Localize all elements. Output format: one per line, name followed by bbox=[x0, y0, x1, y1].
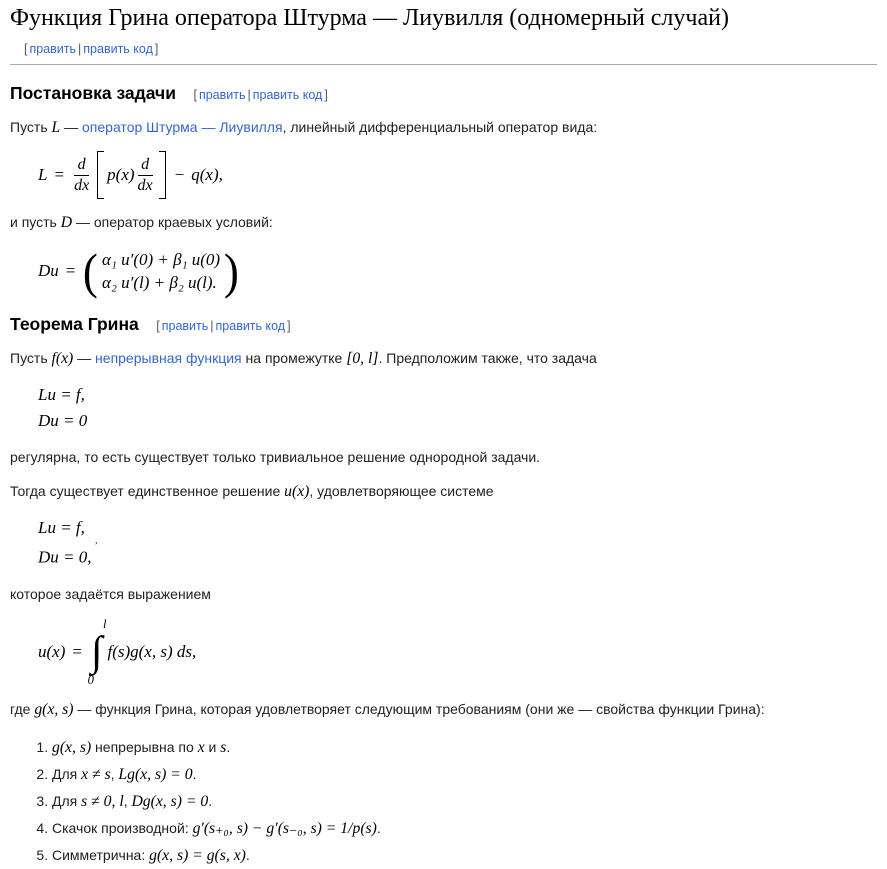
text-run: , bbox=[123, 792, 132, 809]
section-heading-problem-label: Постановка задачи bbox=[10, 83, 176, 103]
integral-upper-limit: l bbox=[102, 616, 107, 631]
text-run: и bbox=[204, 738, 221, 755]
formula-operator-definition bbox=[38, 151, 877, 199]
text-run: Пусть bbox=[10, 350, 52, 366]
equation-text: Du = 0, bbox=[38, 547, 92, 567]
inline-math: u(x) bbox=[284, 483, 310, 500]
text-run: , удовлетворяющее системе bbox=[309, 483, 494, 499]
section-heading-theorem-label: Теорема Грина bbox=[10, 314, 139, 334]
edit-section-problem bbox=[188, 88, 330, 102]
section-heading-problem bbox=[10, 82, 877, 104]
equation-line bbox=[38, 541, 877, 571]
matrix-rows bbox=[102, 248, 220, 294]
math-token: f(s)g(x, s) ds, bbox=[107, 641, 197, 661]
edit-code-link[interactable]: править код bbox=[252, 88, 323, 102]
left-square-bracket bbox=[97, 151, 104, 199]
equals-sign: = bbox=[54, 165, 65, 184]
bracket-open: [ bbox=[24, 42, 28, 56]
paragraph-green-function-properties bbox=[10, 699, 877, 720]
right-paren: ) bbox=[223, 243, 239, 299]
paragraph-regular bbox=[10, 447, 877, 468]
math-token: u(x) bbox=[38, 641, 66, 661]
equation-line: Du = 0 bbox=[38, 411, 88, 430]
left-paren: ( bbox=[83, 243, 99, 299]
inline-math: [0, l] bbox=[346, 350, 379, 367]
list-item bbox=[52, 842, 877, 869]
right-square-bracket bbox=[159, 151, 166, 199]
edit-link[interactable]: править bbox=[161, 319, 209, 333]
math-token: p(x) bbox=[107, 165, 135, 184]
text-run: Скачок производной: bbox=[52, 819, 193, 836]
inline-math: x ≠ s bbox=[81, 765, 111, 783]
edit-section-title bbox=[22, 42, 160, 56]
bracket-open: [ bbox=[193, 88, 197, 102]
wiki-link[interactable]: оператор Штурма — Лиувилля bbox=[82, 119, 283, 135]
inline-math: g(x, s) = g(s, x) bbox=[149, 846, 246, 864]
formula-solution-integral bbox=[38, 618, 877, 686]
text-run: — оператор краевых условий: bbox=[72, 214, 273, 230]
bracket-close: ] bbox=[154, 42, 159, 56]
fraction-denominator: dx bbox=[74, 176, 90, 194]
inline-math: Dg(x, s) = 0 bbox=[131, 792, 209, 810]
formula-boundary-conditions bbox=[38, 243, 877, 299]
edit-separator: | bbox=[247, 88, 251, 102]
equals-sign: = bbox=[72, 641, 82, 661]
equals-sign: = bbox=[65, 261, 76, 280]
text-run: регулярна, то есть существует только тривиальное решение однородной задачи. bbox=[10, 449, 541, 465]
text-run: , линейный дифференциальный оператор вида: bbox=[282, 119, 598, 135]
text-run: . bbox=[376, 819, 381, 836]
inline-math: x bbox=[197, 738, 205, 756]
inline-math: f(x) bbox=[51, 350, 74, 367]
formula-system-first bbox=[38, 382, 877, 434]
inline-math: L bbox=[51, 119, 61, 136]
wiki-article bbox=[10, 4, 877, 869]
bracket-open: [ bbox=[156, 319, 160, 333]
paragraph-intro-operator bbox=[10, 117, 877, 138]
text-run: . Предположим также, что задача bbox=[378, 350, 597, 366]
section-heading-theorem bbox=[10, 313, 877, 335]
edit-link[interactable]: править bbox=[198, 88, 246, 102]
fraction-numerator: d bbox=[74, 156, 89, 176]
text-run: непрерывна по bbox=[91, 738, 198, 755]
bracket-close: ] bbox=[287, 319, 291, 333]
text-run: и пусть bbox=[10, 214, 61, 230]
integral-sign: ∫ bbox=[90, 628, 103, 675]
paragraph-theorem-setup bbox=[10, 348, 877, 369]
text-run: Тогда существует единственное решение bbox=[10, 483, 285, 499]
minus-sign: − bbox=[174, 165, 185, 184]
edit-separator: | bbox=[210, 319, 214, 333]
text-run: Для bbox=[52, 765, 82, 782]
edit-link[interactable]: править bbox=[29, 42, 77, 56]
fraction-denominator: dx bbox=[137, 176, 153, 194]
matrix-row: α₁ u′(0) + β₁ u(0) bbox=[102, 250, 221, 269]
equation-line: Lu = f, bbox=[38, 385, 85, 404]
paragraph-given-by bbox=[10, 584, 877, 605]
edit-code-link[interactable]: править код bbox=[215, 319, 286, 333]
text-run: . bbox=[245, 846, 250, 863]
edit-code-link[interactable]: править код bbox=[83, 42, 153, 56]
math-token: q(x), bbox=[191, 165, 223, 184]
edit-section-theorem bbox=[151, 319, 293, 333]
formula-system-second bbox=[38, 515, 877, 571]
stray-prime-mark: ’ bbox=[94, 541, 98, 552]
integral-lower-limit: 0 bbox=[87, 672, 94, 687]
list-item bbox=[52, 788, 877, 815]
matrix-row: α₂ u′(l) + β₂ u(l). bbox=[102, 273, 217, 292]
bracket-close: ] bbox=[324, 88, 328, 102]
list-item bbox=[52, 815, 877, 842]
math-token: Du bbox=[38, 261, 59, 280]
text-run: . bbox=[226, 738, 231, 755]
text-run: Симметрична: bbox=[52, 846, 150, 863]
page-title: Функция Грина оператора Штурма — Лиувилля (одномерный случай) bbox=[10, 5, 729, 31]
integral-with-limits bbox=[87, 616, 107, 687]
text-run: — функция Грина, которая удовлетворяет следующим требованиям (они же — свойства функции Грина): bbox=[73, 700, 765, 717]
text-run: — bbox=[60, 119, 83, 135]
inline-math: g′(s₊₀, s) − g′(s₋₀, s) = 1/p(s) bbox=[192, 819, 377, 837]
equation-line: Lu = f, bbox=[38, 518, 85, 537]
paragraph-boundary-operator bbox=[10, 212, 877, 233]
edit-separator: | bbox=[78, 42, 82, 56]
text-run: которое задаётся выражением bbox=[10, 585, 211, 602]
fraction-d-dx bbox=[74, 156, 89, 195]
list-item bbox=[52, 761, 877, 788]
paragraph-unique-solution bbox=[10, 481, 877, 502]
inline-math: g(x, s) bbox=[34, 700, 74, 718]
inline-math: Lg(x, s) = 0 bbox=[118, 765, 193, 783]
inline-math: s ≠ 0, l bbox=[81, 792, 124, 810]
list-item bbox=[52, 734, 877, 761]
article-title-row bbox=[10, 4, 877, 65]
text-run: , bbox=[110, 765, 119, 782]
text-run: на промежутке bbox=[241, 350, 347, 366]
fraction-d-dx bbox=[138, 156, 153, 195]
green-function-properties-list bbox=[10, 734, 877, 869]
text-run: Пусть bbox=[10, 119, 52, 135]
text-run: Для bbox=[52, 792, 82, 809]
inline-math: g(x, s) bbox=[52, 738, 92, 756]
text-run: — bbox=[73, 350, 96, 366]
inline-math: D bbox=[60, 214, 73, 231]
text-run: где bbox=[10, 700, 35, 717]
fraction-numerator: d bbox=[138, 156, 153, 176]
text-run: . bbox=[192, 765, 197, 782]
wiki-link[interactable]: непрерывная функция bbox=[95, 350, 242, 366]
inline-math: s bbox=[220, 738, 227, 756]
text-run: . bbox=[208, 792, 213, 809]
math-token: L bbox=[38, 165, 48, 184]
